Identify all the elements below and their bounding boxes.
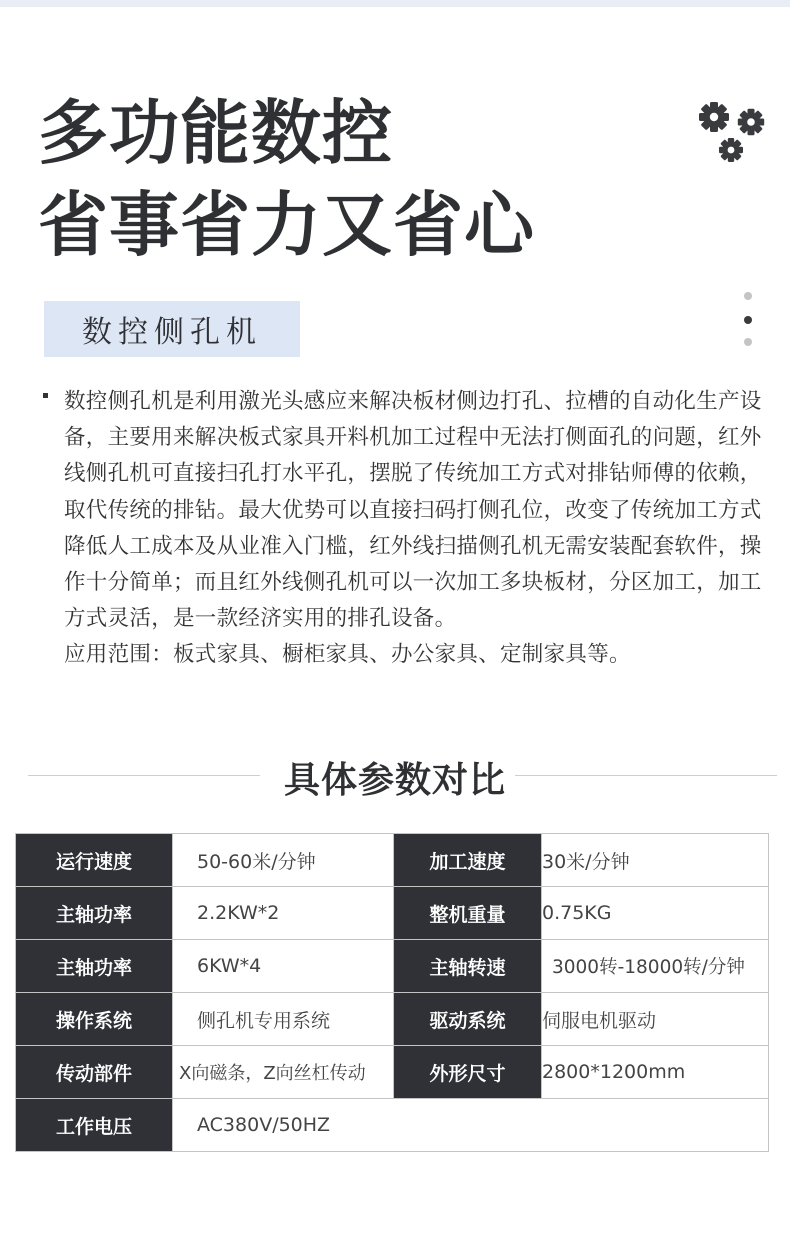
spec-label: 工作电压 <box>16 1099 173 1152</box>
spec-label: 主轴功率 <box>16 940 173 993</box>
spec-value: X向磁条，Z向丝杠传动 <box>173 1046 394 1099</box>
spec-value: 3000转-18000转/分钟 <box>542 940 769 993</box>
spec-value: AC380V/50HZ <box>173 1099 769 1152</box>
spec-label: 加工速度 <box>394 834 542 887</box>
table-row <box>16 887 769 940</box>
spec-value: 2.2KW*2 <box>173 887 394 940</box>
spec-label: 操作系统 <box>16 993 173 1046</box>
section-divider-left <box>28 775 260 776</box>
spec-value: 0.75KG <box>542 887 769 940</box>
table-row <box>16 993 769 1046</box>
spec-label: 运行速度 <box>16 834 173 887</box>
spec-value: 2800*1200mm <box>542 1046 769 1099</box>
description-paragraph: 数控侧孔机是利用激光头感应来解决板材侧边打孔、拉槽的自动化生产设备，主要用来解决板式家具开料机加工过程中无法打侧面孔的问题，红外线侧孔机可直接扫孔打水平孔，摆脱了传统加工方式对排钻师傅的依赖，取代传统的排钻。最大优势可以直接扫码打侧孔位，改变了传统加工方式降低人工成本及从业准入门槛，红外线扫描侧孔机无需安装配套软件，操作十分简单；而且红外线侧孔机可以一次加工多块板材，分区加工，加工方式灵活，是一款经济实用的排孔设备。 <box>64 389 762 632</box>
headline-line-1: 多功能数控 <box>38 92 393 174</box>
gears-icon <box>696 98 772 168</box>
spec-label: 主轴转速 <box>394 940 542 993</box>
bullet-icon <box>43 393 48 398</box>
application-scope: 应用范围：板式家具、橱柜家具、办公家具、定制家具等。 <box>64 642 631 668</box>
spec-value: 30米/分钟 <box>542 834 769 887</box>
table-row <box>16 1099 769 1152</box>
product-description <box>64 384 764 674</box>
table-row <box>16 834 769 887</box>
spec-value: 50-60米/分钟 <box>173 834 394 887</box>
top-bar <box>0 0 790 7</box>
table-row <box>16 940 769 993</box>
headline-line-2: 省事省力又省心 <box>38 184 535 266</box>
product-tag-label: 数控侧孔机 <box>82 315 262 350</box>
dots-icon <box>742 292 754 348</box>
spec-value: 伺服电机驱动 <box>542 993 769 1046</box>
section-title: 具体参数对比 <box>283 760 506 801</box>
spec-label: 驱动系统 <box>394 993 542 1046</box>
table-row <box>16 1046 769 1099</box>
spec-value: 6KW*4 <box>173 940 394 993</box>
spec-value: 侧孔机专用系统 <box>173 993 394 1046</box>
spec-label: 传动部件 <box>16 1046 173 1099</box>
specs-table <box>15 833 769 1152</box>
spec-label: 整机重量 <box>394 887 542 940</box>
section-divider-right <box>515 775 777 776</box>
spec-label: 外形尺寸 <box>394 1046 542 1099</box>
product-tag <box>44 301 300 357</box>
spec-label: 主轴功率 <box>16 887 173 940</box>
